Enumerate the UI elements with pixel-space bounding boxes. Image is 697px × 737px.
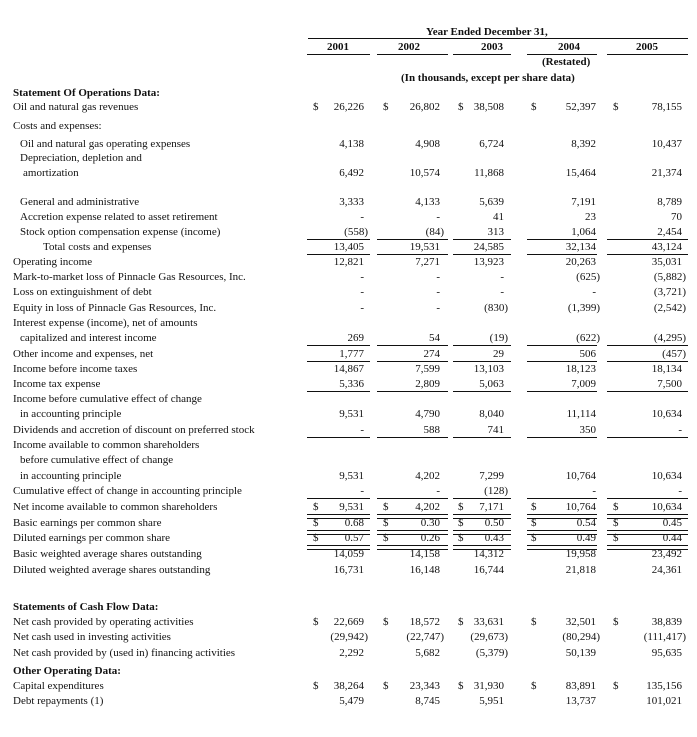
total-rule [607, 361, 688, 362]
table-cell: (4,295) [653, 332, 686, 344]
table-cell: 24,361 [651, 564, 682, 576]
row-label: Total costs and expenses [43, 241, 152, 253]
table-cell: 83,891 [565, 680, 596, 692]
table-cell: - [500, 271, 504, 283]
section-title: Other Operating Data: [13, 665, 121, 677]
table-cell: 9,531 [339, 501, 364, 513]
row-label: Oil and natural gas operating expenses [20, 138, 191, 150]
dollar-sign: $ [613, 532, 619, 544]
row-label: capitalized and interest income [20, 332, 157, 344]
table-cell: - [360, 485, 364, 497]
table-cell: (29,673) [470, 631, 508, 643]
row-label: Interest expense (income), net of amounts [13, 317, 198, 329]
total-rule [527, 239, 597, 240]
dollar-sign: $ [383, 616, 389, 628]
total-rule [527, 437, 597, 438]
total-rule [453, 239, 511, 240]
table-cell: 0.49 [576, 532, 596, 544]
table-cell: 18,134 [651, 363, 682, 375]
row-label: Diluted weighted average shares outstanding [13, 564, 211, 576]
table-cell: 18,123 [565, 363, 596, 375]
dollar-sign: $ [313, 680, 319, 692]
column-year-underline [377, 54, 448, 55]
row-label: Cumulative effect of change in accounting principle [13, 485, 242, 497]
table-cell: 14,312 [473, 548, 504, 560]
row-label: Net cash used in investing activities [13, 631, 171, 643]
table-cell: (3,721) [653, 286, 686, 298]
row-label: Capital expenditures [13, 680, 104, 692]
row-label: Income tax expense [13, 378, 101, 390]
table-cell: 7,500 [657, 378, 682, 390]
dollar-sign: $ [613, 680, 619, 692]
table-cell: 5,951 [479, 695, 504, 707]
table-cell: - [436, 271, 440, 283]
table-cell: (2,542) [653, 302, 686, 314]
table-cell: 0.44 [662, 532, 682, 544]
table-cell: 11,868 [474, 167, 504, 179]
table-cell: 8,789 [657, 196, 682, 208]
table-cell: 135,156 [646, 680, 682, 692]
table-cell: 10,634 [651, 501, 682, 513]
table-cell: 9,531 [339, 470, 364, 482]
total-rule [307, 361, 370, 362]
table-cell: 4,202 [415, 501, 440, 513]
dollar-sign: $ [313, 616, 319, 628]
total-rule [377, 345, 448, 346]
table-cell: 13,737 [565, 695, 596, 707]
table-cell: (558) [344, 226, 368, 238]
table-cell: 10,437 [651, 138, 682, 150]
table-cell: 11,114 [566, 408, 596, 420]
total-rule [377, 498, 448, 499]
table-cell: 10,634 [651, 470, 682, 482]
table-cell: 4,202 [415, 470, 440, 482]
row-label: Debt repayments (1) [13, 695, 104, 707]
table-cell: (22,747) [406, 631, 444, 643]
table-cell: 10,764 [565, 470, 596, 482]
table-cell: 10,574 [409, 167, 440, 179]
total-rule [377, 361, 448, 362]
table-cell: 506 [579, 348, 596, 360]
total-rule [527, 391, 597, 392]
table-cell: 4,133 [415, 196, 440, 208]
table-cell: 4,790 [415, 408, 440, 420]
table-cell: - [436, 211, 440, 223]
total-rule [607, 391, 688, 392]
table-cell: 7,191 [571, 196, 596, 208]
table-cell: - [678, 424, 682, 436]
dollar-sign: $ [531, 101, 537, 113]
total-rule [607, 345, 688, 346]
period-title-underline [308, 38, 688, 39]
table-cell: (29,942) [330, 631, 368, 643]
table-cell: 0.45 [662, 517, 682, 529]
row-label: Income before cumulative effect of change [13, 393, 202, 405]
table-cell: 274 [423, 348, 440, 360]
section-title: Statements of Cash Flow Data: [13, 601, 159, 613]
row-label: Basic earnings per common share [13, 517, 162, 529]
restated-note: (Restated) [542, 56, 591, 68]
table-cell: 13,103 [473, 363, 504, 375]
row-label: Accretion expense related to asset retirement [20, 211, 218, 223]
column-year-underline [607, 54, 688, 55]
table-cell: 26,226 [333, 101, 364, 113]
dollar-sign: $ [613, 101, 619, 113]
dollar-sign: $ [613, 616, 619, 628]
table-cell: (128) [484, 485, 508, 497]
table-cell: 588 [423, 424, 440, 436]
table-cell: (457) [662, 348, 686, 360]
dollar-sign: $ [531, 616, 537, 628]
table-cell: 350 [579, 424, 596, 436]
row-label: General and administrative [20, 196, 140, 208]
table-cell: 13,923 [473, 256, 504, 268]
table-cell: 5,479 [339, 695, 364, 707]
table-cell: (830) [484, 302, 508, 314]
table-cell: 14,158 [409, 548, 440, 560]
row-label: Mark-to-market loss of Pinnacle Gas Resources, Inc. [13, 271, 246, 283]
table-cell: 0.68 [344, 517, 364, 529]
column-year: 2004 [558, 41, 580, 53]
total-rule [307, 437, 370, 438]
table-cell: 23,343 [409, 680, 440, 692]
column-year: 2002 [398, 41, 420, 53]
total-rule [453, 437, 511, 438]
table-cell: 0.26 [420, 532, 440, 544]
table-cell: 7,171 [479, 501, 504, 513]
dollar-sign: $ [458, 517, 464, 529]
table-cell: 0.30 [420, 517, 440, 529]
total-rule [527, 361, 597, 362]
column-year: 2001 [327, 41, 349, 53]
total-rule [607, 437, 688, 438]
dollar-sign: $ [613, 517, 619, 529]
total-rule [527, 254, 597, 255]
total-rule [453, 345, 511, 346]
table-cell: 5,336 [339, 378, 364, 390]
table-cell: 16,148 [409, 564, 440, 576]
dollar-sign: $ [383, 101, 389, 113]
row-label: Loss on extinguishment of debt [13, 286, 152, 298]
total-rule [527, 345, 597, 346]
table-cell: 7,009 [571, 378, 596, 390]
column-year-underline [527, 54, 597, 55]
column-year-underline [307, 54, 370, 55]
column-year: 2003 [481, 41, 503, 53]
table-cell: (5,379) [475, 647, 508, 659]
table-cell: 16,731 [333, 564, 364, 576]
total-rule [453, 254, 511, 255]
table-cell: 0.57 [344, 532, 364, 544]
row-label: amortization [23, 167, 79, 179]
table-cell: - [592, 485, 596, 497]
table-cell: 14,867 [333, 363, 364, 375]
row-label: Basic weighted average shares outstanding [13, 548, 202, 560]
row-label: Depreciation, depletion and [20, 152, 142, 164]
row-label: Other income and expenses, net [13, 348, 154, 360]
total-rule [453, 391, 511, 392]
row-label: in accounting principle [20, 470, 122, 482]
total-rule [377, 437, 448, 438]
table-cell: (19) [489, 332, 508, 344]
row-label: Net cash provided by operating activities [13, 616, 194, 628]
table-cell: (80,294) [562, 631, 600, 643]
table-cell: 16,744 [473, 564, 504, 576]
table-cell: (625) [576, 271, 600, 283]
table-cell: 6,492 [339, 167, 364, 179]
table-cell: 19,531 [409, 241, 440, 253]
total-rule [607, 254, 688, 255]
table-cell: 22,669 [333, 616, 364, 628]
table-cell: 32,134 [565, 241, 596, 253]
section-title: Statement Of Operations Data: [13, 87, 160, 99]
column-year: 2005 [636, 41, 658, 53]
total-rule [377, 391, 448, 392]
dollar-sign: $ [531, 501, 537, 513]
dollar-sign: $ [531, 517, 537, 529]
column-year-underline [453, 54, 511, 55]
total-rule [607, 498, 688, 499]
row-label: Dividends and accretion of discount on preferred stock [13, 424, 255, 436]
table-cell: 50,139 [565, 647, 596, 659]
table-cell: 78,155 [651, 101, 682, 113]
dollar-sign: $ [531, 532, 537, 544]
dollar-sign: $ [313, 101, 319, 113]
table-cell: 14,059 [333, 548, 364, 560]
total-rule [307, 345, 370, 346]
dollar-sign: $ [313, 532, 319, 544]
table-cell: 7,599 [415, 363, 440, 375]
total-rule [307, 254, 370, 255]
table-cell: 26,802 [409, 101, 440, 113]
table-cell: 4,138 [339, 138, 364, 150]
table-cell: 35,031 [651, 256, 682, 268]
table-cell: - [678, 485, 682, 497]
table-cell: 52,397 [565, 101, 596, 113]
table-cell: 741 [487, 424, 504, 436]
table-cell: 313 [487, 226, 504, 238]
total-rule [307, 391, 370, 392]
row-label: in accounting principle [20, 408, 122, 420]
table-cell: 38,508 [473, 101, 504, 113]
table-cell: 38,839 [651, 616, 682, 628]
row-label: Net cash provided by (used in) financing activities [13, 647, 236, 659]
dollar-sign: $ [313, 517, 319, 529]
table-cell: 20,263 [565, 256, 596, 268]
table-cell: 0.43 [484, 532, 504, 544]
table-cell: - [360, 286, 364, 298]
row-label: Equity in loss of Pinnacle Gas Resources, Inc. [13, 302, 217, 314]
table-cell: - [360, 424, 364, 436]
table-cell: 32,501 [565, 616, 596, 628]
table-cell: 24,585 [473, 241, 504, 253]
table-cell: 8,040 [479, 408, 504, 420]
table-cell: - [436, 485, 440, 497]
period-title: Year Ended December 31, [426, 26, 548, 38]
table-cell: 269 [347, 332, 364, 344]
table-cell: 10,764 [565, 501, 596, 513]
table-cell: 41 [493, 211, 504, 223]
row-label: Diluted earnings per common share [13, 532, 171, 544]
table-cell: 23,492 [651, 548, 682, 560]
table-cell: 2,292 [339, 647, 364, 659]
table-cell: 18,572 [409, 616, 440, 628]
table-cell: 6,724 [479, 138, 504, 150]
row-label: Costs and expenses: [13, 120, 102, 132]
table-cell: 8,745 [415, 695, 440, 707]
table-cell: 9,531 [339, 408, 364, 420]
dollar-sign: $ [531, 680, 537, 692]
dollar-sign: $ [383, 517, 389, 529]
table-cell: 23 [585, 211, 596, 223]
units-note: (In thousands, except per share data) [401, 72, 575, 84]
row-label: before cumulative effect of change [20, 454, 174, 466]
table-cell: 10,634 [651, 408, 682, 420]
table-cell: 19,958 [565, 548, 596, 560]
table-cell: 12,821 [333, 256, 364, 268]
table-cell: 31,930 [473, 680, 504, 692]
dollar-sign: $ [458, 616, 464, 628]
table-cell: - [360, 302, 364, 314]
table-cell: (111,417) [643, 631, 686, 643]
dollar-sign: $ [313, 501, 319, 513]
table-cell: - [500, 286, 504, 298]
table-cell: (5,882) [653, 271, 686, 283]
table-cell: 8,392 [571, 138, 596, 150]
table-cell: - [592, 286, 596, 298]
total-rule [307, 239, 370, 240]
total-rule [453, 361, 511, 362]
table-cell: 5,639 [479, 196, 504, 208]
dollar-sign: $ [458, 680, 464, 692]
dollar-sign: $ [613, 501, 619, 513]
table-cell: 95,635 [651, 647, 682, 659]
table-cell: - [436, 302, 440, 314]
table-cell: 4,908 [415, 138, 440, 150]
table-cell: 5,682 [415, 647, 440, 659]
dollar-sign: $ [458, 532, 464, 544]
table-cell: 7,271 [415, 256, 440, 268]
table-cell: 21,374 [651, 167, 682, 179]
row-label: Income before income taxes [13, 363, 138, 375]
table-cell: 5,063 [479, 378, 504, 390]
row-label: Income available to common shareholders [13, 439, 200, 451]
dollar-sign: $ [458, 101, 464, 113]
table-cell: 7,299 [479, 470, 504, 482]
dollar-sign: $ [383, 532, 389, 544]
table-cell: 38,264 [333, 680, 364, 692]
table-cell: 70 [671, 211, 682, 223]
table-cell: 1,064 [571, 226, 596, 238]
table-cell: 43,124 [651, 241, 682, 253]
table-cell: 2,809 [415, 378, 440, 390]
dollar-sign: $ [383, 680, 389, 692]
table-cell: (84) [425, 226, 444, 238]
table-cell: 101,021 [646, 695, 682, 707]
row-label: Net income available to common shareholders [13, 501, 218, 513]
row-label: Oil and natural gas revenues [13, 101, 139, 113]
total-rule [607, 239, 688, 240]
table-cell: 21,818 [565, 564, 596, 576]
table-cell: 54 [429, 332, 440, 344]
table-cell: - [436, 286, 440, 298]
table-cell: 3,333 [339, 196, 364, 208]
total-rule [307, 498, 370, 499]
total-rule [377, 239, 448, 240]
table-cell: 2,454 [657, 226, 682, 238]
table-cell: (1,399) [567, 302, 600, 314]
table-cell: 15,464 [565, 167, 596, 179]
table-cell: - [360, 211, 364, 223]
total-rule [453, 498, 511, 499]
table-cell: 13,405 [333, 241, 364, 253]
total-rule [377, 254, 448, 255]
table-cell: 29 [493, 348, 504, 360]
row-label: Stock option compensation expense (income) [20, 226, 221, 238]
total-rule [527, 498, 597, 499]
table-cell: - [360, 271, 364, 283]
table-cell: 1,777 [339, 348, 364, 360]
dollar-sign: $ [458, 501, 464, 513]
table-cell: 33,631 [473, 616, 504, 628]
dollar-sign: $ [383, 501, 389, 513]
table-cell: 0.54 [576, 517, 596, 529]
row-label: Operating income [13, 256, 93, 268]
table-cell: 0.50 [484, 517, 504, 529]
table-cell: (622) [576, 332, 600, 344]
